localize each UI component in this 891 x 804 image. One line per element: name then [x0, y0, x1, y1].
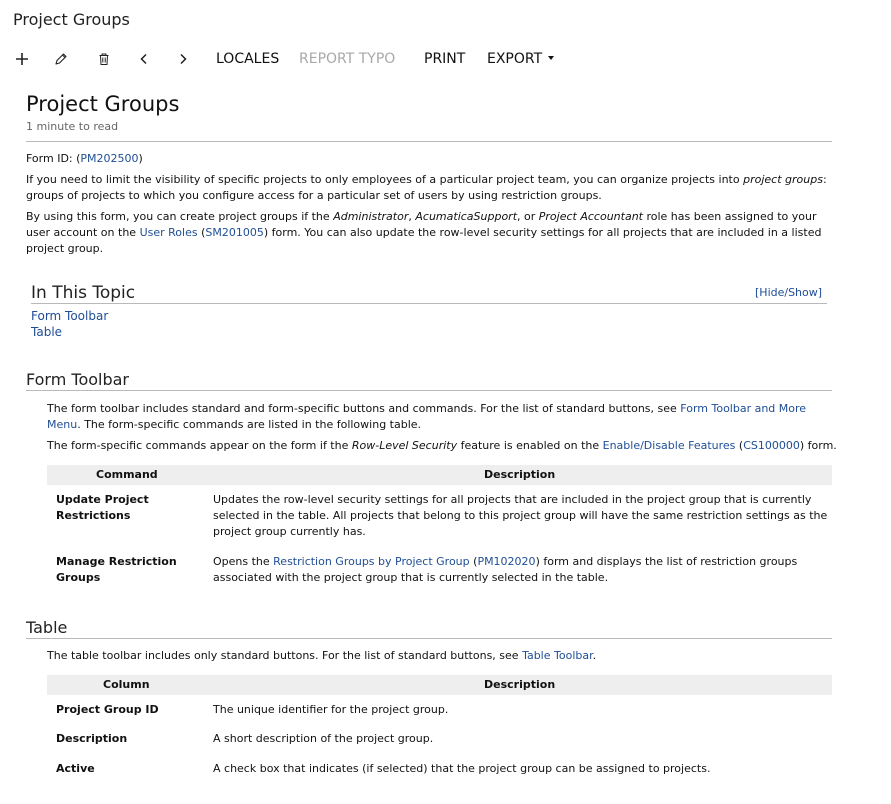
column-header-column: Column: [103, 678, 150, 691]
table-paragraph: The table toolbar includes only standard buttons. For the list of standard buttons, see Table Toolbar.: [47, 649, 597, 662]
command-cell: Update Project Restrictions: [56, 493, 149, 522]
topic-divider: [31, 303, 827, 304]
title-divider: [26, 141, 832, 142]
locales-button[interactable]: LOCALES: [216, 51, 280, 67]
column-header-command: Command: [96, 468, 158, 481]
user-roles-link[interactable]: User Roles: [139, 226, 198, 239]
in-this-topic-heading: In This Topic: [31, 283, 136, 303]
window-title: Project Groups: [13, 10, 130, 29]
export-button[interactable]: [487, 51, 554, 67]
report-typo-button[interactable]: REPORT TYPO: [299, 51, 396, 67]
table-toolbar-link[interactable]: Table Toolbar: [522, 649, 593, 662]
caret-down-icon: [548, 56, 554, 60]
column-header-description: Description: [484, 678, 556, 691]
description-cell: A short description of the project group.: [213, 732, 434, 745]
read-time: 1 minute to read: [26, 120, 119, 133]
intro-paragraph-2: By using this form, you can create project groups if the Administrator, AcumaticaSupport, or Project Accountant role has been assigned to your user account on the User Roles (SM201005) form. You can also update the row-level security settings for all projects that are included in a listed project group.: [26, 210, 822, 255]
form-id-line: Form ID: (PM202500): [26, 152, 143, 165]
table-heading: Table: [26, 618, 68, 637]
enable-disable-features-link[interactable]: Enable/Disable Features: [602, 439, 736, 452]
toolbar: [0, 46, 891, 72]
description-cell: The unique identifier for the project group.: [213, 703, 449, 716]
form-toolbar-and-more-menu-link[interactable]: Form Toolbar and More Menu: [47, 402, 807, 431]
next-button[interactable]: [170, 46, 196, 72]
article-title: Project Groups: [26, 92, 180, 116]
cs100000-link[interactable]: CS100000: [743, 439, 800, 452]
column-header-description: Description: [484, 468, 556, 481]
chevron-right-icon: [177, 53, 189, 65]
trash-icon: [97, 52, 111, 66]
form-toolbar-paragraph-2: The form-specific commands appear on the form if the Row-Level Security feature is enabled on the Enable/Disable Features (CS100000) form.: [47, 439, 837, 452]
description-cell: A check box that indicates (if selected) that the project group can be assigned to projects.: [213, 762, 711, 775]
form-toolbar-heading: Form Toolbar: [26, 370, 130, 389]
hide-show-toggle[interactable]: [Hide/Show]: [755, 286, 823, 299]
form-toolbar-divider: [26, 390, 832, 391]
pencil-icon: [54, 52, 68, 66]
form-toolbar-paragraph-1: The form toolbar includes standard and form-specific buttons and commands. For the list of standard buttons, see Form Toolbar and More Menu. The form-specific commands are listed in the following table.: [47, 402, 807, 431]
description-cell: Updates the row-level security settings for all projects that are included in the project group that is currently selected in the table. All projects that belong to this project group will have the same restriction settings as the project group currently has.: [213, 493, 828, 538]
column-cell: Active: [56, 762, 95, 775]
intro-paragraph-1: If you need to limit the visibility of specific projects to only employees of a particular project team, you can organize projects into project groups: groups of projects to which you configure access for a particular set of users by using restriction groups.: [26, 173, 827, 202]
commands-table-header: [47, 465, 832, 485]
previous-button[interactable]: [131, 46, 157, 72]
delete-button[interactable]: [91, 46, 117, 72]
column-cell: Project Group ID: [56, 703, 159, 716]
columns-table-header: [47, 675, 832, 695]
command-cell: Manage Restriction Groups: [56, 555, 177, 584]
print-button[interactable]: PRINT: [424, 51, 466, 67]
add-button[interactable]: [9, 46, 35, 72]
form-id-link[interactable]: PM202500: [80, 152, 139, 165]
toc-link-form-toolbar[interactable]: Form Toolbar: [31, 309, 109, 323]
pm102020-link[interactable]: PM102020: [477, 555, 536, 568]
table-divider: [26, 638, 832, 639]
edit-button[interactable]: [48, 46, 74, 72]
description-cell: Opens the Restriction Groups by Project Group (PM102020) form and displays the list of restriction groups associated with the project group that is currently selected in the table.: [213, 555, 798, 584]
restriction-groups-by-project-group-link[interactable]: Restriction Groups by Project Group: [273, 555, 470, 568]
toc-link-table[interactable]: Table: [31, 325, 63, 339]
column-cell: Description: [56, 732, 128, 745]
sm201005-link[interactable]: SM201005: [205, 226, 264, 239]
chevron-left-icon: [138, 53, 150, 65]
export-label: EXPORT: [487, 51, 543, 67]
plus-icon: [15, 52, 29, 66]
